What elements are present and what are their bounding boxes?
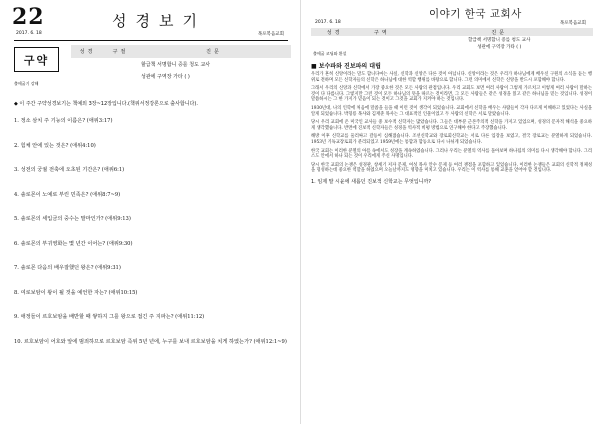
reading-table [71,45,291,82]
body-paragraph: 그래서 우리의 신앙과 신학에서 가장 중요한 것은 모든 사람의 관점입니다. 우리 교회도 보면 여러 사람이 그렇게 가르치고 이렇게 여러 사람이 말하는 것이 다 다릅니다. 그렇지만 그런 것이 모두 하나님의 뜻을 따르는 것이라면, 그 모든 사람들은 같은 성경을 읽고 같은 하나님을 믿는 것입니다. 성경이 말씀하시는 그 한 가지가 믿음이 되는 것이고 그것을 교회가 지켜야 하는 것입니다. [311,86,592,103]
info-row [10,45,292,82]
table-cell [71,58,104,70]
body-paragraph: 1930년대, 나의 인학에 처음에 말씀을 들을 때 이런 것이 생각이 되었습니다. 교회에서 신학을 배우는 사람들이 각자 다르게 이해하고 있었다는 사실을 알게 되었습니다. 박형룡 목사와 김재준 목사는 그 대표적인 인물이었고 두 사람의 신학은 서로 달랐습니다. [311,105,592,117]
question-item: 7. 솔로몬 다음의 배우잘했던 왕은? (애위9:31) [14,265,121,271]
table-row [71,70,291,82]
week-number: 22 [12,4,45,30]
table-cell: 할급책 서명합니 증를 청도 교사 [140,61,211,68]
table-cell [71,70,104,82]
section-title: ■ 보수파와 진보파의 대립 [311,63,381,70]
table-cell [358,43,405,50]
badge-subtitle: 출애굽기 강해 [14,81,39,86]
table-cell [104,58,137,70]
right-page [300,0,600,424]
table-cell: 성관에 구역장 가타 ( ) [140,73,190,80]
question-item: 9. 애정들이 르호보암을 배반할 때 쌓하지 그를 왕으로 접긴 주 지파는? (애위11:12) [14,314,205,320]
table-cell [311,36,358,43]
table-cell [358,36,405,43]
reading-table [311,28,593,50]
question-item: 10. 르호보암이 어호와 앞에 범죄하므로 르호보암 즉위 5년 년에, 누구를 보내 르호보암을 치게 하였는가? (애위12:1~9) [14,338,287,345]
table-header: 성경 [311,28,358,36]
table-cell: 할급책 서명합니 증를 청도 교사 [468,37,531,43]
table-header: 진문 [405,28,593,36]
question-item: 3. 성전의 궁궐 전축에 오초된 기간은? (애위6:1) [14,167,125,173]
table-row [311,43,593,50]
header-divider [14,40,288,41]
question-list [14,117,292,346]
question-item: 2. 힘체 안에 있는 것은? (애위4:10) [14,142,96,149]
table-header: 성경 [71,45,104,58]
table-header: 구역 [358,28,405,36]
page-title: 성경보기 [112,12,206,30]
issue-date: 2017. 6. 18 [16,31,42,36]
intro-text: ◆ 이 주간 구약성경보기는 책예외 3장~12장입니다.(책위서정강론으로 출사합니다). [14,101,198,107]
table-note: 출애굽 코딩와 환설 [313,51,347,56]
body-paragraph: 당시 한국 교회의 논쟁은 성경관, 창세기 저자 문제, 여성 목사 안수 문제 등 여러 쟁점을 포함하고 있었습니다. 이러한 논쟁들은 교회의 신학적 정체성을 형성하는데 중요한 역할을 하였으며 오늘날까지도 영향을 미치고 있습니다. 우리는 이 역사를 통해 교훈을 얻어야 할 것입니다. [311,162,592,174]
question-item: 1. 정소 삼치 주 기능의 이름은? (애위3:17) [14,118,113,124]
question-item: 6. 솔로몬의 부귀영화는 몇 년간 이어는? (애위9:30) [14,240,133,247]
table-cell: 성관에 구역장 가타 ( ) [477,44,522,50]
table-row [71,58,291,70]
left-header [10,4,292,40]
question-item: 4. 솔로몬이 노예로 부린 민족은? (애위8:7~9) [14,191,121,198]
testament-badge [14,47,59,72]
question-item: 5. 솔로몬의 세입금의 중수는 말마인가? (애위9:13) [14,216,131,222]
table-cell [104,70,137,82]
column-title: 이야기 한국 교회사 [429,8,522,20]
question-item: 8. 여로보암이 왕이 될 것을 예언한 자는? (애위10:15) [14,289,138,296]
body-paragraph: 당시 우리 교회에 온 미국인 교사들 중 보수적 신학자는 많았습니다. 그들은 대부분 근본주의적 신학을 가지고 있었으며, 성경의 문자적 해석을 중요하게 생각했습니다. 반면에 진보적 신학자들은 성경을 역사적 비평 방법으로 연구해야 한다고 주장했습니다. [311,120,592,131]
issue-date: 2017. 6. 18 [315,20,341,25]
right-header [309,4,594,28]
table-cell [311,43,358,50]
table-header: 진문 [137,45,291,58]
publisher-name: 목포복음교회 [257,32,284,37]
review-question: 1. 임제 말 시윤에 새롭던 진보적 신학교는 무엇입니까? [311,178,431,185]
body-paragraph: 한국 교회는 이러한 분열의 아픔 속에서도 성장을 계속하였습니다. 그러나 우리는 분열의 역사를 돌아보며 하나됨의 의미를 다시 생각해야 합니다. 그리스도 안에서 하나 되는 것이 우리에게 주신 사명입니다. [311,148,592,160]
body-paragraph: 해방 이후 신학교를 둘러싸고 갈등이 심해졌습니다. 조선신학교와 장로회신학교는 서로 다른 입장을 보였고, 결국 장로교는 분열하게 되었습니다. 1953년 기독교장로회가 분리되었고 1959년에는 통합과 합동으로 다시 나뉘게 되었습니다. [311,134,592,145]
table-row [311,36,593,43]
table-header: 구절 [104,45,137,58]
body-paragraph: 우리가 흔히 신앙이라는 말도 합니다마는 사실, 신학과 신앙은 다른 것이 아닙니다. 신앙이라는 것은 우리가 하나님에게 배우신 구원의 소식을 듣는 행위로 전하며 모든 신학자들의 신학은 하나님에 대한 역할 행위를 바탕으로 합니다. 그런 의미에서 신학은 신앙을 반드시 포함해야 합니다. [311,72,592,83]
badge-label: 구약 [23,53,50,67]
publisher-name: 목포복음교회 [559,21,586,26]
